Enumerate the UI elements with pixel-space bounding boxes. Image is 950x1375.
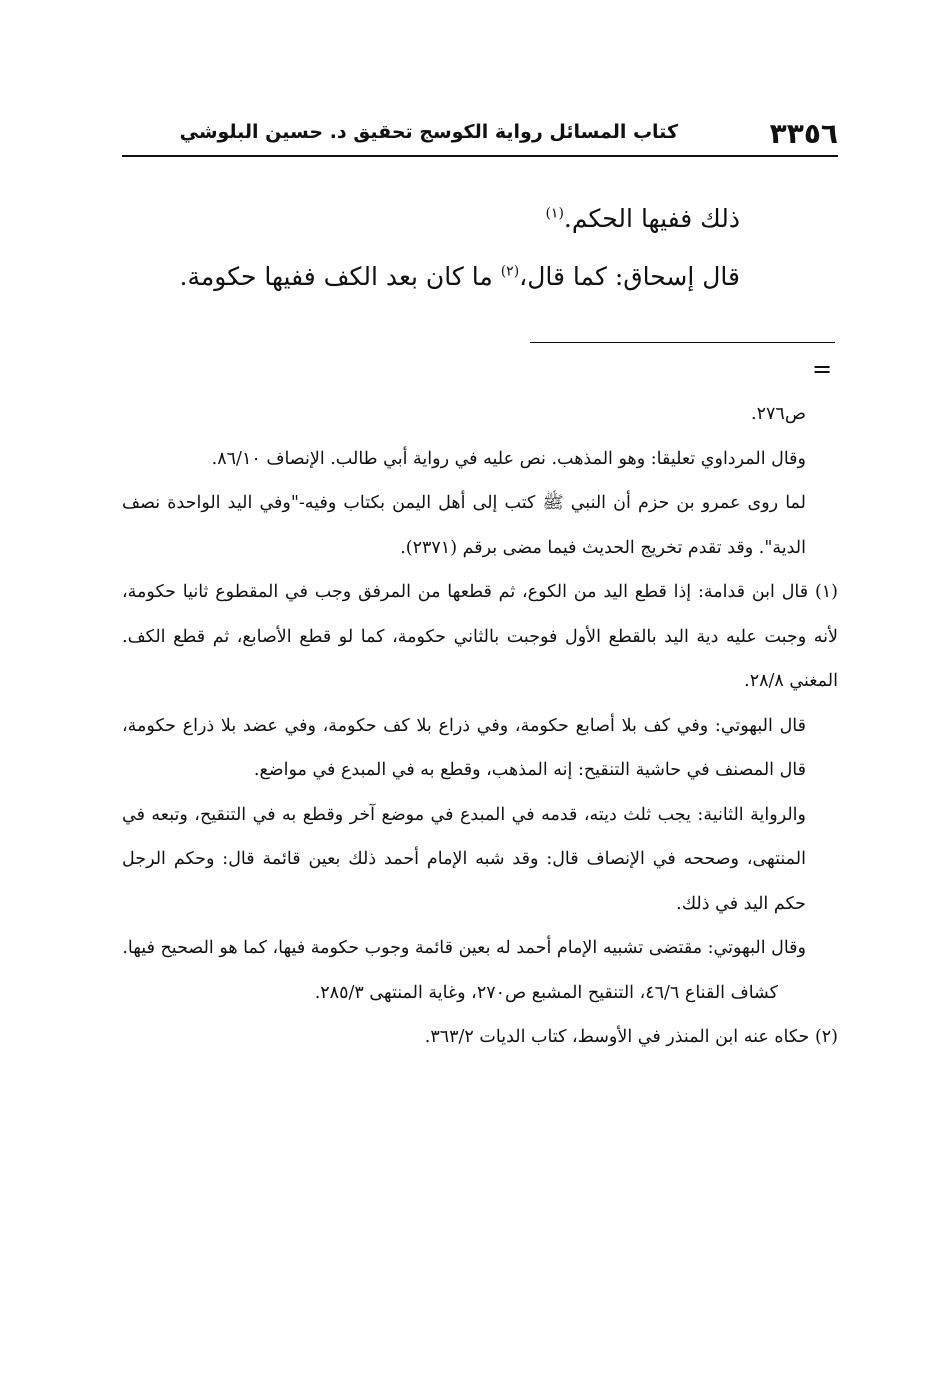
- main-line-2: [150, 248, 740, 306]
- footnote-1-para-1: [122, 570, 838, 704]
- footnote-1-text: قال ابن قدامة: إذا قطع اليد من الكوع، ثم قطعها من المرفق وجب في المقطوع ثانيا حكومة، لأنه وجبت عليه دية اليد بالقطع الأول فوجبت بالثاني حكومة، كما لو قطع الأصابع، ثم قطع الكف. المغني ٢٨/٨.: [122, 582, 838, 691]
- running-title: كتاب المسائل رواية الكوسج تحقيق د. حسين البلوشي: [179, 121, 678, 143]
- footnote-2: [122, 1015, 838, 1060]
- footnote-1-sources: كشاف القناع ٤٦/٦، التنقيح المشبع ص٢٧٠، وغاية المنتهى ٢٨٥/٣.: [314, 982, 778, 1003]
- footnote-continued-para-3: لما روى عمرو بن حزم أن النبي ﷺ كتب إلى أهل اليمن بكتاب وفيه-"وفي اليد الواحدة نصف الدية". وقد تقدم تخريج الحديث فيما مضى برقم (٢٣٧١).: [122, 493, 806, 558]
- footnote-continued-line-1: ص٢٧٦.: [751, 404, 806, 424]
- main-line-1-text: ذلك ففيها الحكم.: [563, 204, 740, 233]
- footnote-1-para-2: قال البهوتي: وفي كف بلا أصابع حكومة، وفي ذراع بلا كف حكومة، وفي عضد بلا ذراع حكومة، قال المصنف في حاشية التنقيح: إنه المذهب، وقطع به في المبدع في مواضع.: [122, 715, 806, 780]
- footnote-continued-para-2: وقال المرداوي تعليقا: وهو المذهب. نص عليه في رواية أبي طالب. الإنصاف ٨٦/١٠.: [211, 448, 806, 469]
- footnote-ref-2: (٢): [500, 263, 520, 280]
- footnote-2-number: (٢): [814, 1027, 838, 1047]
- footnote-1-para-4: وقال البهوتي: مقتضى تشبيه الإمام أحمد له بعين قائمة وجوب حكومة فيها، كما هو الصحيح فيها.: [122, 938, 806, 958]
- footnotes: [122, 392, 838, 1060]
- footnote-1-para-3: والرواية الثانية: يجب ثلث ديته، قدمه في المبدع في موضع آخر وقطع به في التنقيح، وتبعه في المنتهى، وصححه في الإنصاف قال: وقد شبه الإمام أحمد ذلك بعين قائمة قال: وحكم الرجل حكم اليد في ذلك.: [122, 804, 806, 914]
- continuation-mark: =: [812, 355, 833, 383]
- main-line-1: [150, 190, 740, 248]
- page-number: ٣٣٥٦: [769, 117, 838, 150]
- footnote-2-text: حكاه عنه ابن المنذر في الأوسط، كتاب الديات ٣٦٣/٢.: [424, 1027, 810, 1047]
- main-line-2-part-1: قال إسحاق: كما قال،: [519, 262, 740, 291]
- footnote-ref-1: (١): [545, 205, 564, 222]
- main-text: [150, 190, 740, 306]
- main-line-2-part-2: ما كان بعد الكف ففيها حكومة.: [179, 262, 501, 291]
- page-header: [122, 115, 838, 157]
- footnote-1-number: (١): [814, 582, 838, 602]
- footnote-separator: [530, 342, 835, 343]
